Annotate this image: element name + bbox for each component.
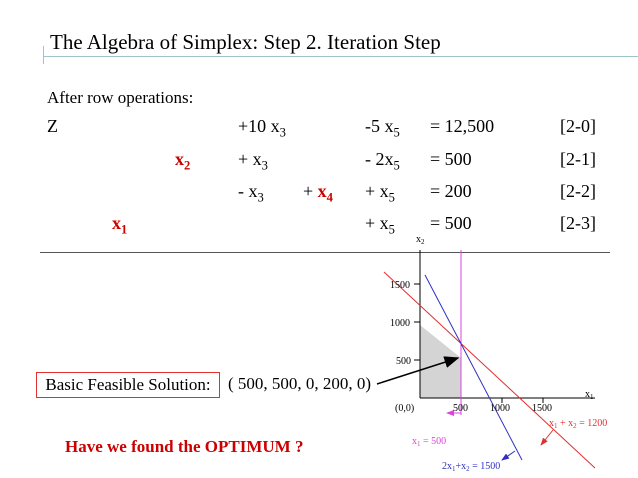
y-tick-label-1500: 1500 [390,280,410,291]
eq-row0-basic: Z [47,116,58,136]
eq-row1-tag: [2-1] [560,149,596,169]
eq-row1-basic: $x_2$ [175,149,191,173]
constraint-label-blue: $2x_1+x_2 = 1500$ [442,461,501,473]
x-axis-label: $x_1$ [585,389,594,401]
constraint-label-red: $x_1 + x_2 = 1200$ [549,418,608,430]
eq-row2-x3: - $x_3$ [238,181,264,205]
y-tick-label-500: 500 [396,356,411,367]
bfs-value: ( 500, 500, 0, 200, 0) [228,374,372,393]
eq-row3-rhs: = 500 [430,213,472,233]
eq-row0-x5: -5 $x_5$ [365,116,400,140]
eq-row1-rhs: = 500 [430,149,472,169]
y-axis-label: $x_2$ [416,234,425,246]
eq-row1-x3: + $x_3$ [238,149,268,173]
eq-row2-rhs: = 200 [430,181,472,201]
eq-row2-x5: + $x_5$ [365,181,395,205]
eq-row0-tag: [2-0] [560,116,596,136]
eq-row3-x5: + $x_5$ [365,213,395,237]
eq-row1-x5: - $2x_5$ [365,149,400,173]
eq-row3-basic: $x_1$ [112,213,128,237]
slide-title: The Algebra of Simplex: Step 2. Iteration Step [50,30,441,54]
blue-direction-arrow [502,451,515,460]
eq-row0-x3: +10 $x_3$ [238,116,286,140]
origin-label: (0,0) [395,403,415,414]
constraint-label-magenta: $x_1 = 500$ [412,436,447,448]
x-tick-label-1000: 1000 [490,403,510,414]
row-operations-heading: After row operations: [47,88,194,107]
eq-row0-rhs: = 12,500 [430,116,495,136]
eq-row2-tag: [2-2] [560,181,596,201]
bfs-label-box: Basic Feasible Solution: [36,372,220,398]
eq-row2-x4: + $x_4$ [303,181,333,205]
optimum-question: Have we found the OPTIMUM ? [65,437,304,456]
red-direction-arrow [541,430,553,445]
x-tick-label-1500: 1500 [532,403,552,414]
feasible-region [420,325,461,398]
x-tick-label-500: 500 [453,403,468,414]
y-tick-label-1000: 1000 [390,318,410,329]
eq-row3-tag: [2-3] [560,213,596,233]
